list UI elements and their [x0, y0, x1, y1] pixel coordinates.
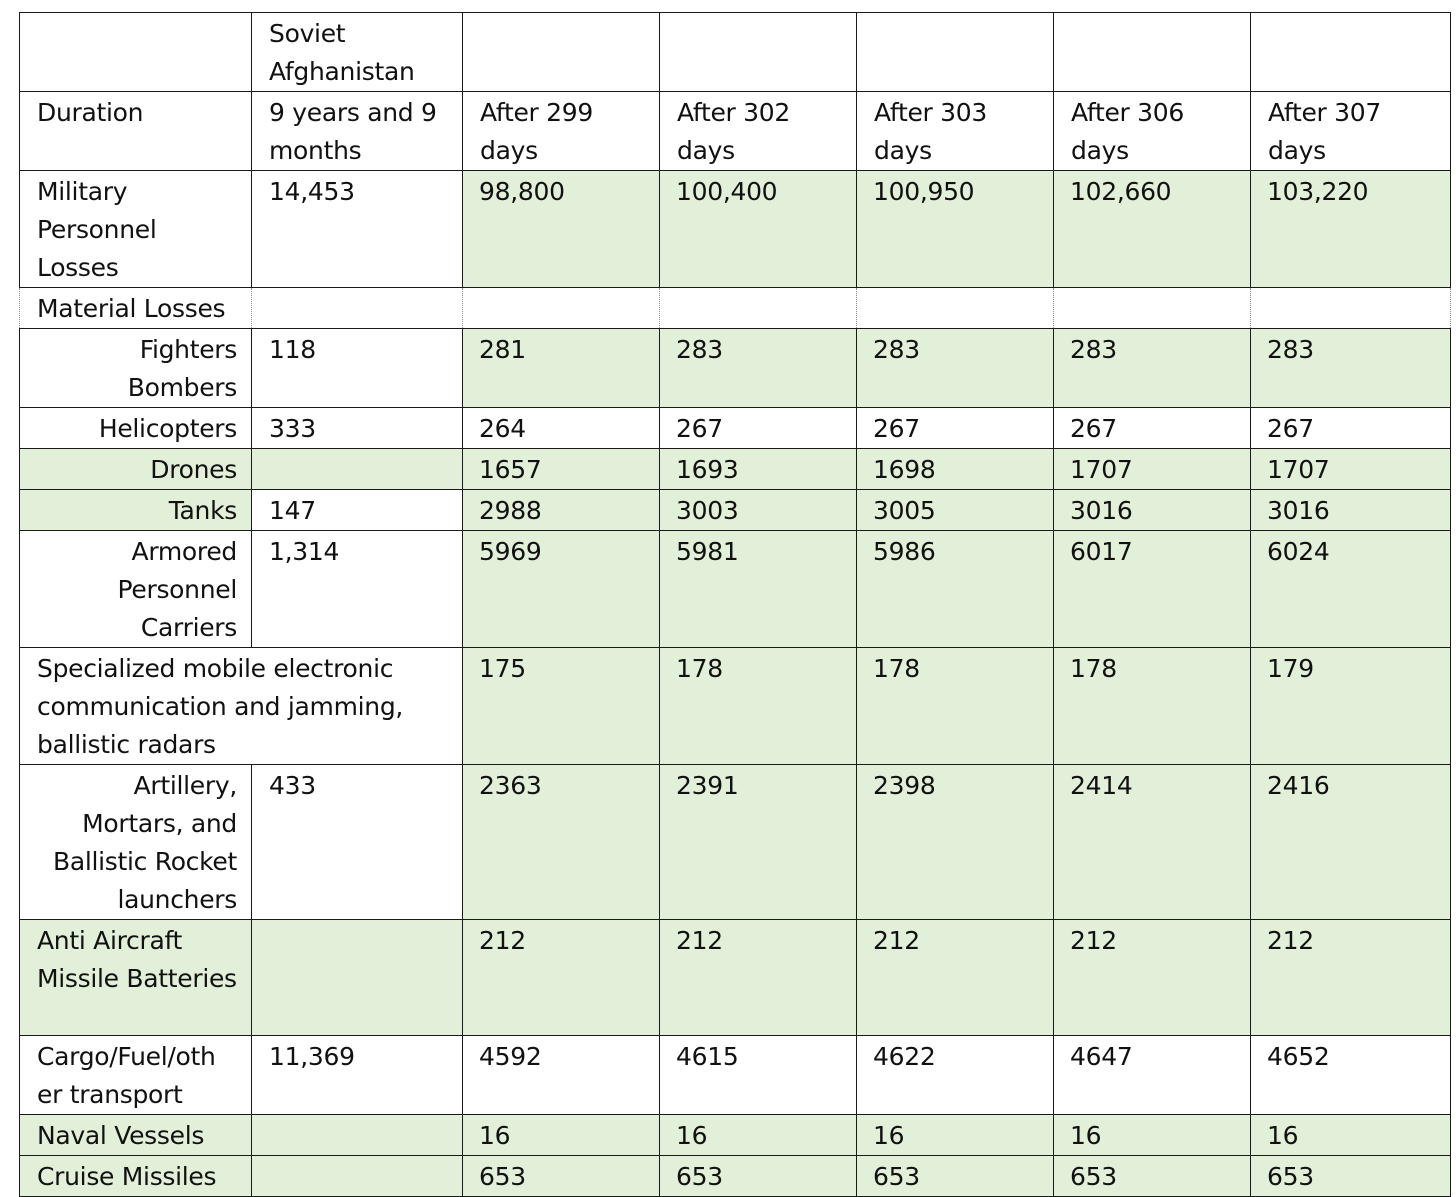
header-label-cell	[20, 13, 252, 92]
baseline-cell	[252, 920, 463, 1036]
value-cell: 103,220	[1251, 171, 1451, 288]
value-cell: 100,950	[857, 171, 1054, 288]
row-label: Cargo/Fuel/oth er transport	[20, 1036, 252, 1115]
section-label: Material Losses	[20, 288, 252, 329]
table-row-electronic	[20, 648, 1451, 765]
value-cell: 6017	[1054, 531, 1251, 648]
header-cell	[857, 13, 1054, 92]
table-row-cruise	[20, 1156, 1451, 1197]
value-cell: 1707	[1054, 449, 1251, 490]
value-cell: 283	[1251, 329, 1451, 408]
value-cell: 4592	[463, 1036, 660, 1115]
value-cell: 283	[1054, 329, 1251, 408]
value-cell: 653	[857, 1156, 1054, 1197]
table-row-personnel	[20, 171, 1451, 288]
value-cell: 653	[463, 1156, 660, 1197]
value-cell: 212	[463, 920, 660, 1036]
value-cell: 3016	[1054, 490, 1251, 531]
table-row-helicopters	[20, 408, 1451, 449]
value-cell: 267	[857, 408, 1054, 449]
value-cell: 2363	[463, 765, 660, 920]
baseline-cell: 147	[252, 490, 463, 531]
baseline-cell	[252, 1156, 463, 1197]
value-cell: 1707	[1251, 449, 1451, 490]
value-cell: 16	[1054, 1115, 1251, 1156]
table-row-duration	[20, 92, 1451, 171]
value-cell: 175	[463, 648, 660, 765]
value-cell: After 306 days	[1054, 92, 1251, 171]
header-cell	[1054, 13, 1251, 92]
value-cell: After 307 days	[1251, 92, 1451, 171]
value-cell: 3003	[660, 490, 857, 531]
value-cell: 2398	[857, 765, 1054, 920]
row-label: Drones	[20, 449, 252, 490]
value-cell: After 299 days	[463, 92, 660, 171]
value-cell: After 302 days	[660, 92, 857, 171]
value-cell: 4622	[857, 1036, 1054, 1115]
section-cell	[660, 288, 857, 329]
baseline-cell	[252, 1115, 463, 1156]
value-cell: 16	[1251, 1115, 1451, 1156]
value-cell: 264	[463, 408, 660, 449]
baseline-cell: 9 years and 9 months	[252, 92, 463, 171]
value-cell: 653	[660, 1156, 857, 1197]
value-cell: 5969	[463, 531, 660, 648]
value-cell: 6024	[1251, 531, 1451, 648]
value-cell: 267	[1054, 408, 1251, 449]
section-cell	[1054, 288, 1251, 329]
value-cell: 4652	[1251, 1036, 1451, 1115]
losses-table	[19, 12, 1451, 1197]
baseline-cell: 14,453	[252, 171, 463, 288]
header-row	[20, 13, 1451, 92]
value-cell: 178	[660, 648, 857, 765]
table-row-drones	[20, 449, 1451, 490]
table-row-antiaircraft	[20, 920, 1451, 1036]
value-cell: 212	[857, 920, 1054, 1036]
section-cell	[463, 288, 660, 329]
value-cell: 4647	[1054, 1036, 1251, 1115]
value-cell: 102,660	[1054, 171, 1251, 288]
section-cell	[857, 288, 1054, 329]
value-cell: 178	[857, 648, 1054, 765]
baseline-cell: 333	[252, 408, 463, 449]
row-label: Military Personnel Losses	[20, 171, 252, 288]
value-cell: 267	[660, 408, 857, 449]
baseline-cell: 11,369	[252, 1036, 463, 1115]
header-baseline-cell: Soviet Afghanistan	[252, 13, 463, 92]
value-cell: 5981	[660, 531, 857, 648]
value-cell: 212	[660, 920, 857, 1036]
value-cell: 1693	[660, 449, 857, 490]
value-cell: 178	[1054, 648, 1251, 765]
baseline-cell: 118	[252, 329, 463, 408]
value-cell: 3005	[857, 490, 1054, 531]
value-cell: 267	[1251, 408, 1451, 449]
value-cell: 5986	[857, 531, 1054, 648]
value-cell: 179	[1251, 648, 1451, 765]
row-label: Specialized mobile electronic communication and jamming, ballistic radars	[20, 648, 463, 765]
value-cell: 212	[1054, 920, 1251, 1036]
row-label: Duration	[20, 92, 252, 171]
value-cell: 283	[660, 329, 857, 408]
value-cell: 1657	[463, 449, 660, 490]
value-cell: 16	[463, 1115, 660, 1156]
row-label: Naval Vessels	[20, 1115, 252, 1156]
table-row-naval	[20, 1115, 1451, 1156]
table-row-cargo	[20, 1036, 1451, 1115]
header-cell	[463, 13, 660, 92]
row-label: Cruise Missiles	[20, 1156, 252, 1197]
baseline-cell: 433	[252, 765, 463, 920]
section-cell	[1251, 288, 1451, 329]
value-cell: 2391	[660, 765, 857, 920]
value-cell: 653	[1054, 1156, 1251, 1197]
value-cell: 16	[857, 1115, 1054, 1156]
section-cell	[252, 288, 463, 329]
value-cell: 2414	[1054, 765, 1251, 920]
value-cell: 1698	[857, 449, 1054, 490]
value-cell: 100,400	[660, 171, 857, 288]
value-cell: 4615	[660, 1036, 857, 1115]
value-cell: 3016	[1251, 490, 1451, 531]
table-row-fighters	[20, 329, 1451, 408]
value-cell: 281	[463, 329, 660, 408]
row-label: Fighters Bombers	[20, 329, 252, 408]
header-cell	[660, 13, 857, 92]
table-row-apc	[20, 531, 1451, 648]
value-cell: 98,800	[463, 171, 660, 288]
table-row-tanks	[20, 490, 1451, 531]
baseline-cell: 1,314	[252, 531, 463, 648]
header-cell	[1251, 13, 1451, 92]
value-cell: 283	[857, 329, 1054, 408]
value-cell: 16	[660, 1115, 857, 1156]
baseline-cell	[252, 449, 463, 490]
table-row-material-section	[20, 288, 1451, 329]
value-cell: 212	[1251, 920, 1451, 1036]
row-label: Armored Personnel Carriers	[20, 531, 252, 648]
value-cell: 2416	[1251, 765, 1451, 920]
row-label: Artillery, Mortars, and Ballistic Rocket launchers	[20, 765, 252, 920]
value-cell: 653	[1251, 1156, 1451, 1197]
row-label: Anti Aircraft Missile Batteries	[20, 920, 252, 1036]
table-row-artillery	[20, 765, 1451, 920]
row-label: Tanks	[20, 490, 252, 531]
value-cell: After 303 days	[857, 92, 1054, 171]
row-label: Helicopters	[20, 408, 252, 449]
value-cell: 2988	[463, 490, 660, 531]
